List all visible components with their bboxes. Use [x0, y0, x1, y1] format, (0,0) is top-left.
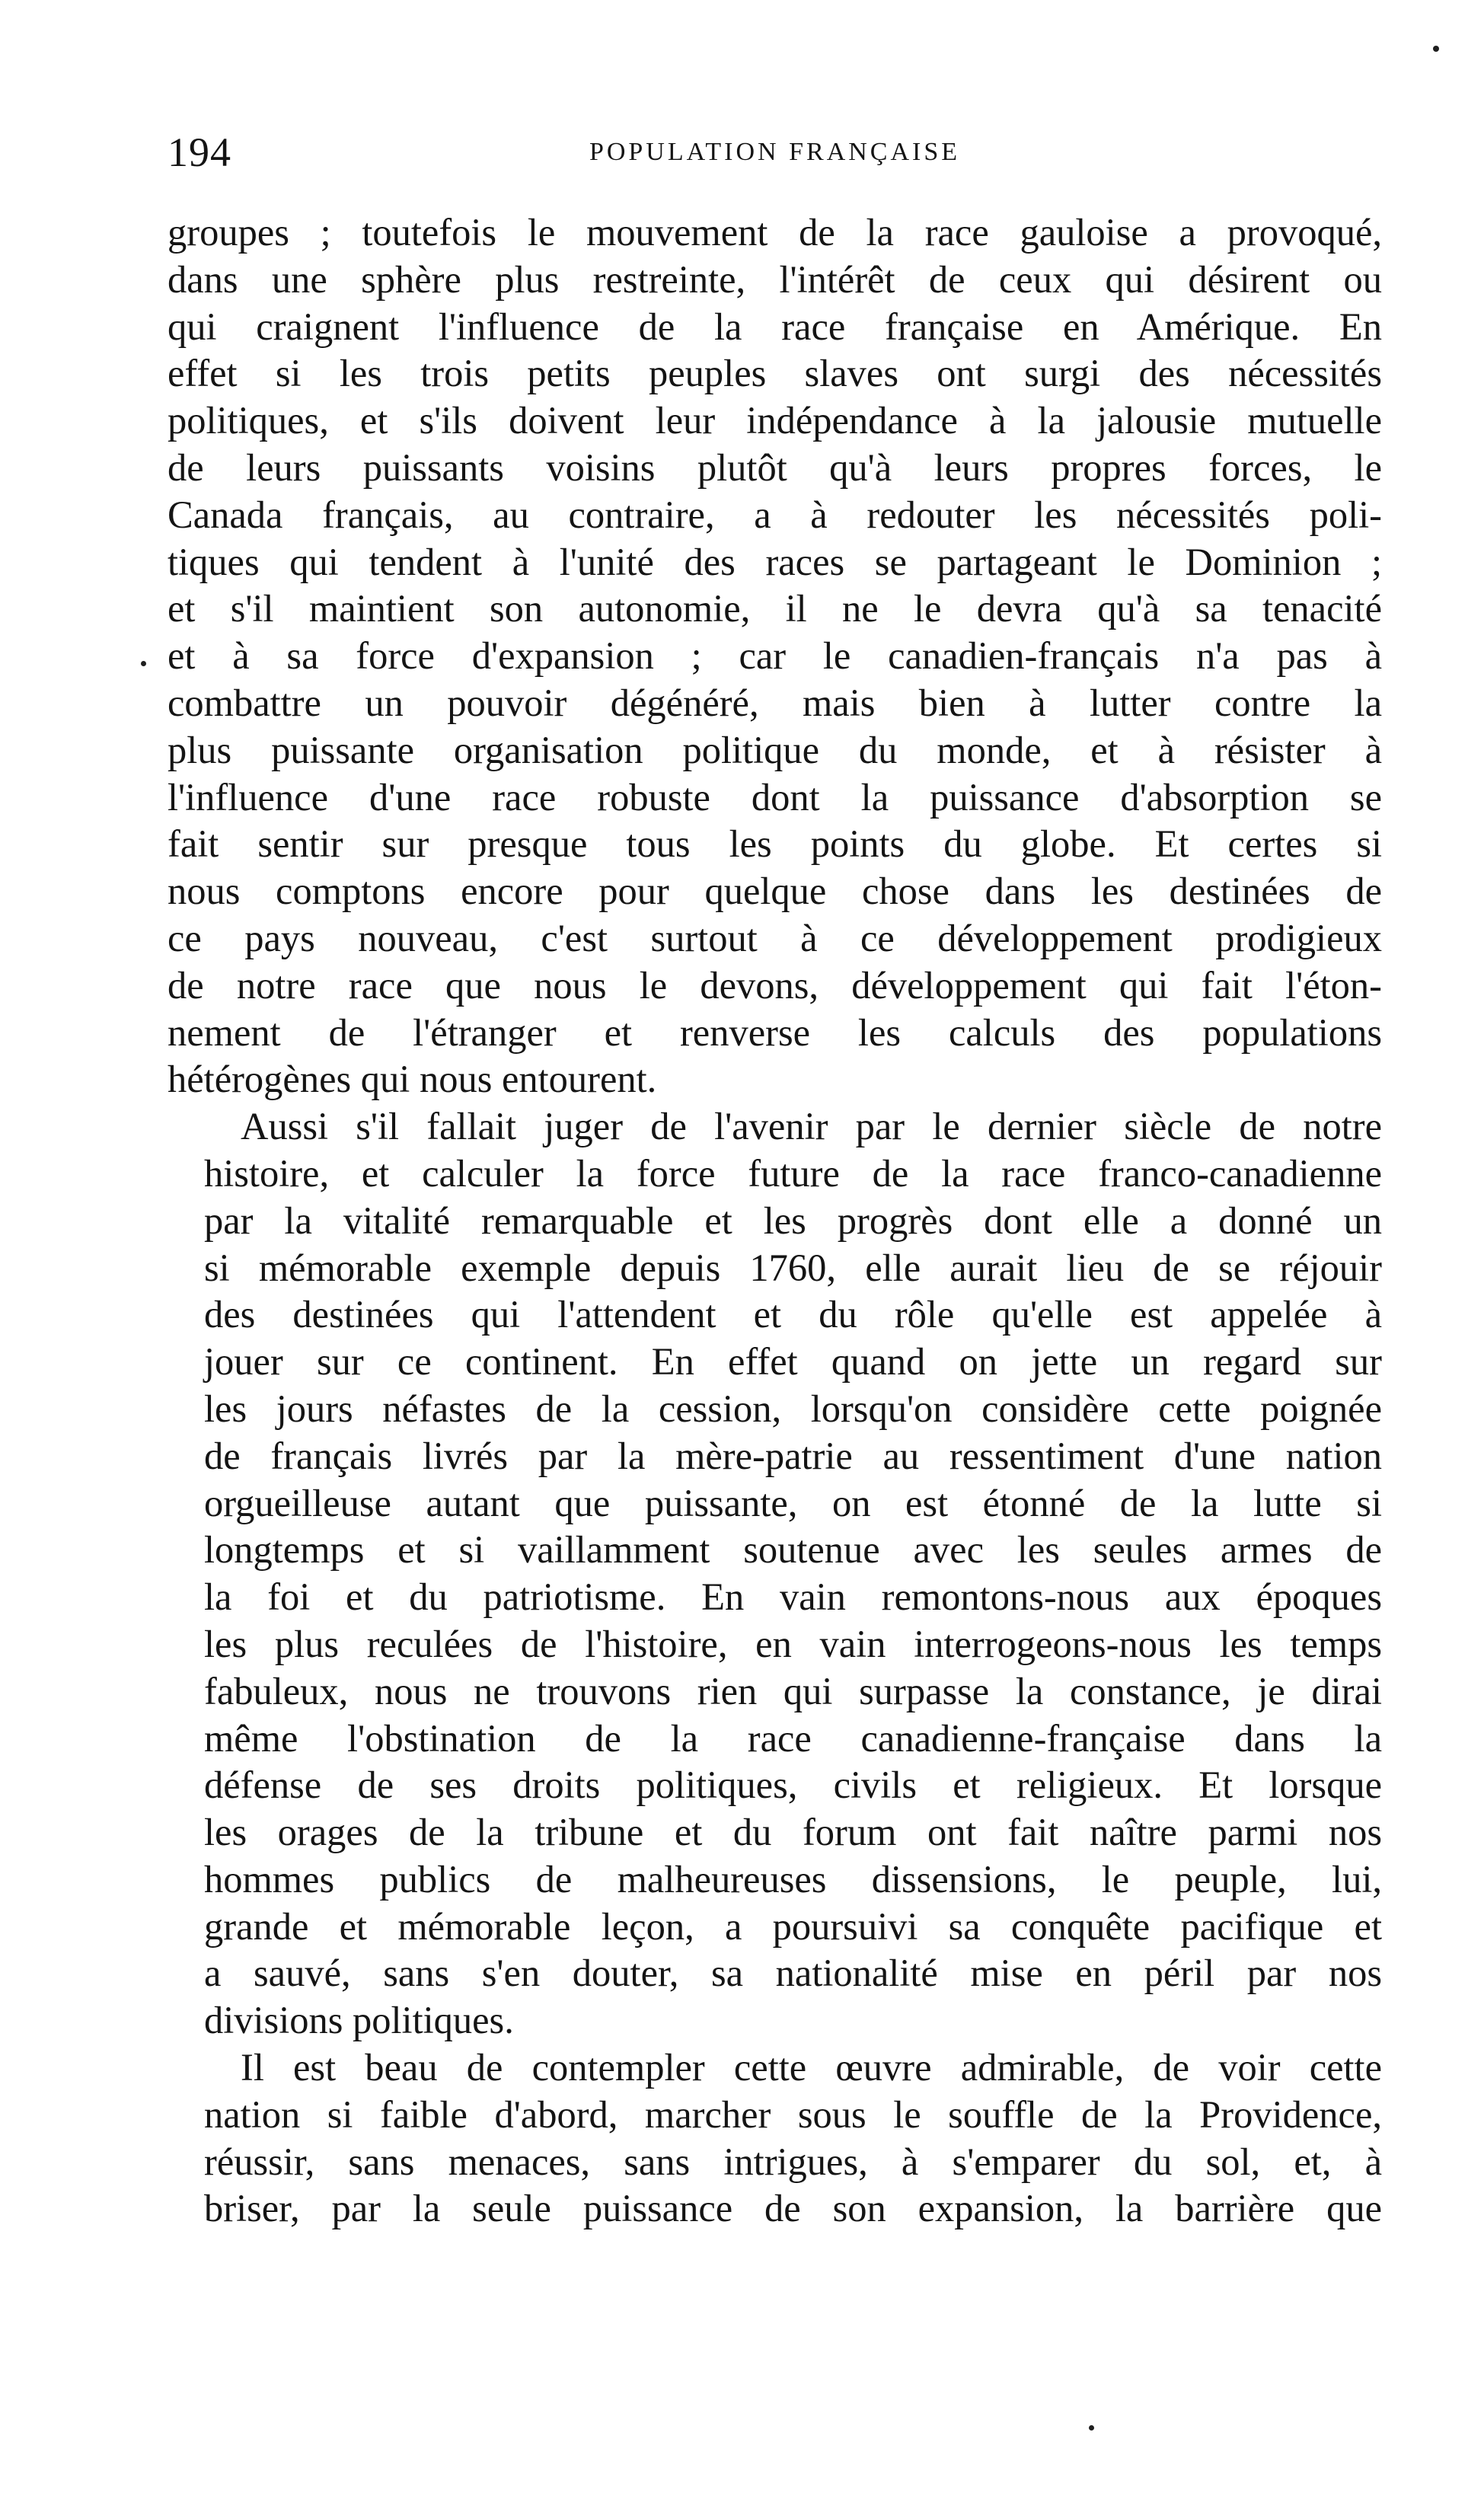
scan-speck	[1089, 2425, 1094, 2431]
text-line: divisions politiques.	[204, 1999, 514, 2042]
scan-speck	[141, 661, 146, 666]
paragraph-3	[168, 2044, 1382, 2233]
text-line: et s'il maintient son autonomie, il ne le devra qu'à sa tenacité	[168, 587, 1382, 630]
text-line: combattre un pouvoir dégénéré, mais bien à lutter contre la	[168, 681, 1382, 724]
text-line: nous comptons encore pour quelque chose dans les destinées de	[168, 870, 1382, 913]
text-line: plus puissante organisation politique du monde, et à résister à	[168, 728, 1382, 771]
scan-speck	[1433, 46, 1439, 52]
text-line: fait sentir sur presque tous les points du globe. Et certes si	[168, 822, 1382, 866]
text-line: nation si faible d'abord, marcher sous le souffle de la Providence,	[204, 2092, 1382, 2136]
text-line: qui craignent l'influence de la race française en Amérique. En	[168, 305, 1382, 348]
text-line: briser, par la seule puissance de son expansion, la barrière que	[204, 2187, 1382, 2230]
text-line: la foi et du patriotisme. En vain remontons-nous aux époques	[204, 1575, 1382, 1619]
page-header	[168, 122, 1382, 183]
text-line: longtemps et si vaillamment soutenue avec les seules armes de	[204, 1528, 1382, 1572]
running-title: POPULATION FRANÇAISE	[589, 138, 961, 166]
page-number: 194	[168, 129, 231, 175]
text-line: si mémorable exemple depuis 1760, elle aurait lieu de se réjouir	[204, 1246, 1382, 1289]
text-line: effet si les trois petits peuples slaves ont surgi des nécessités	[168, 352, 1382, 395]
text-line: dans une sphère plus restreinte, l'intérêt de ceux qui désirent ou	[168, 257, 1382, 301]
text-line: orgueilleuse autant que puissante, on est étonné de la lutte si	[204, 1481, 1382, 1524]
text-line: les plus reculées de l'histoire, en vain interrogeons-nous les temps	[204, 1622, 1382, 1665]
text-line: jouer sur ce continent. En effet quand on jette un regard sur	[204, 1340, 1382, 1384]
text-line: même l'obstination de la race canadienne-française dans la	[204, 1716, 1382, 1760]
text-line: politiques, et s'ils doivent leur indépendance à la jalousie mutuelle	[168, 399, 1382, 442]
text-line: nement de l'étranger et renverse les calculs des populations	[168, 1010, 1382, 1054]
text-line: ce pays nouveau, c'est surtout à ce développement prodigieux	[168, 916, 1382, 959]
text-line: groupes ; toutefois le mouvement de la race gauloise a provoqué,	[168, 211, 1382, 254]
paragraph-2	[168, 1103, 1382, 2044]
text-line: Aussi s'il fallait juger de l'avenir par le dernier siècle de notre	[241, 1105, 1382, 1148]
body-text	[168, 209, 1382, 2233]
text-line: réussir, sans menaces, sans intrigues, à s'emparer du sol, et, à	[204, 2140, 1382, 2183]
text-line: fabuleux, nous ne trouvons rien qui surpasse la constance, je dirai	[204, 1669, 1382, 1712]
text-line: les orages de la tribune et du forum ont fait naître parmi nos	[204, 1811, 1382, 1854]
text-line: de français livrés par la mère-patrie au ressentiment d'une nation	[204, 1434, 1382, 1477]
text-line: Canada français, au contraire, a à redouter les nécessités poli-	[168, 493, 1382, 536]
text-line: et à sa force d'expansion ; car le canadien-français n'a pas à	[168, 634, 1382, 678]
text-line: l'influence d'une race robuste dont la puissance d'absorption se	[168, 775, 1382, 819]
text-line: Il est beau de contempler cette œuvre admirable, de voir cette	[241, 2046, 1382, 2089]
text-line: les jours néfastes de la cession, lorsqu'on considère cette poignée	[204, 1387, 1382, 1430]
paragraph-1	[168, 209, 1382, 1103]
text-line: tiques qui tendent à l'unité des races se partageant le Dominion ;	[168, 540, 1382, 583]
text-line: hommes publics de malheureuses dissensions, le peuple, lui,	[204, 1857, 1382, 1901]
text-line: grande et mémorable leçon, a poursuivi sa conquête pacifique et	[204, 1904, 1382, 1948]
text-line: de leurs puissants voisins plutôt qu'à leurs propres forces, le	[168, 445, 1382, 489]
text-line: par la vitalité remarquable et les progrès dont elle a donné un	[204, 1199, 1382, 1242]
text-line: hétérogènes qui nous entourent.	[168, 1058, 657, 1101]
text-line: de notre race que nous le devons, développement qui fait l'éton-	[168, 963, 1382, 1007]
text-line: histoire, et calculer la force future de la race franco-canadienne	[204, 1151, 1382, 1195]
text-line: défense de ses droits politiques, civils et religieux. Et lorsque	[204, 1763, 1382, 1807]
text-line: des destinées qui l'attendent et du rôle qu'elle est appelée à	[204, 1293, 1382, 1336]
text-line: a sauvé, sans s'en douter, sa nationalité mise en péril par nos	[204, 1952, 1382, 1995]
